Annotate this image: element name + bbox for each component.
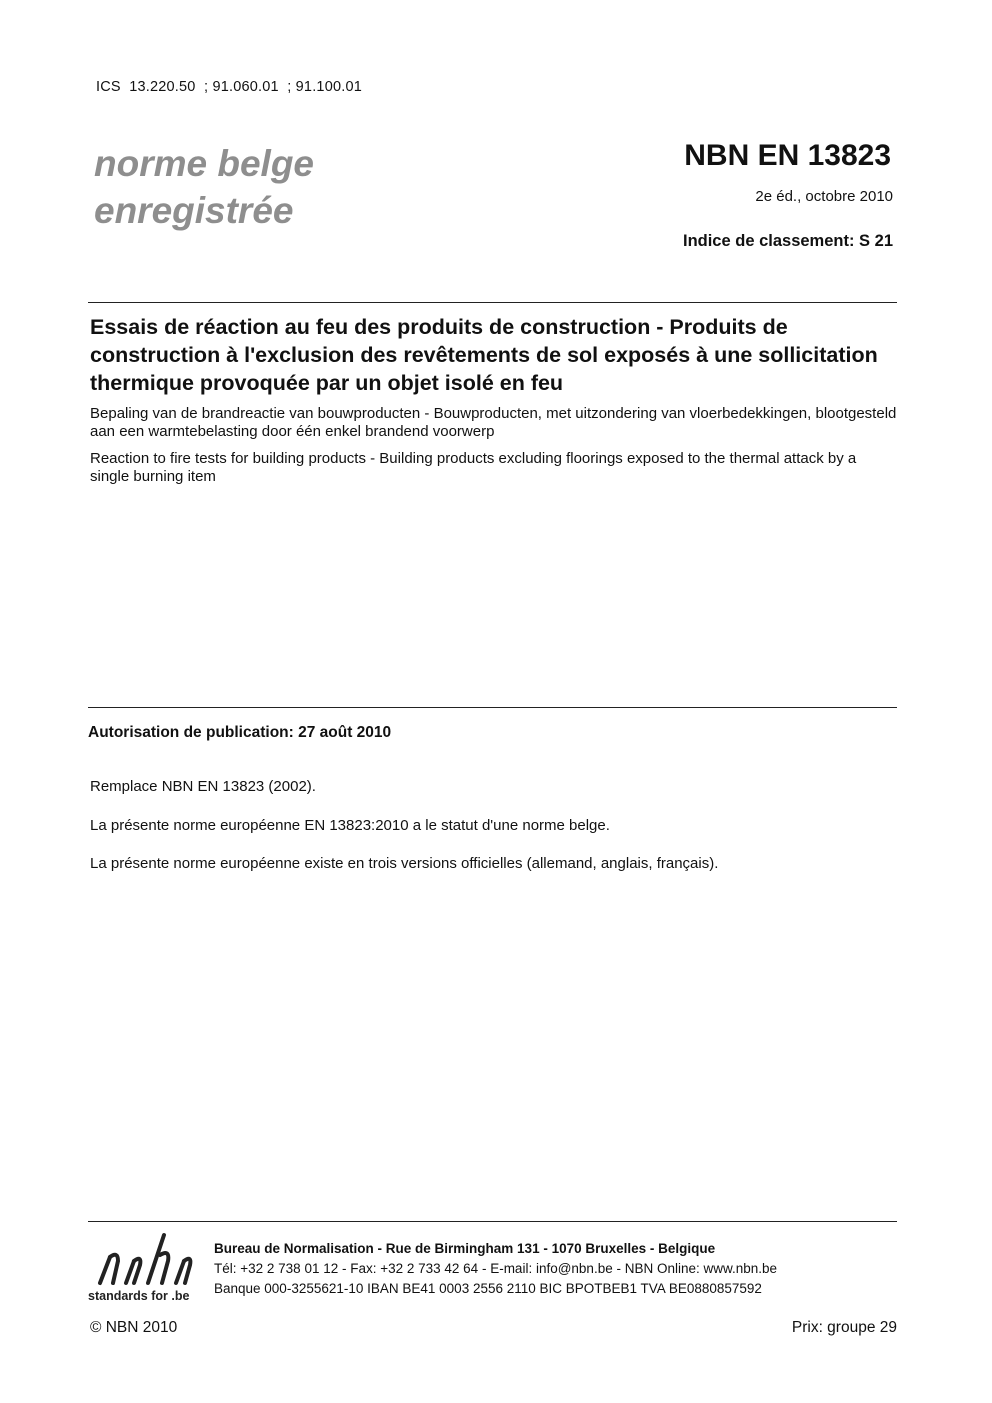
footer-address: Bureau de Normalisation - Rue de Birmingham 131 - 1070 Bruxelles - Belgique [214, 1241, 716, 1256]
classification-index: Indice de classement: S 21 [682, 232, 893, 250]
publication-authorisation: Autorisation de publication: 27 août 2010 [88, 724, 392, 741]
brand-line-1: norme belge [94, 143, 314, 184]
divider-footer [88, 1221, 897, 1222]
ics-codes: ICS 13.220.50 ; 91.060.01 ; 91.100.01 [96, 79, 362, 95]
title-english: Reaction to fire tests for building products - Building products excluding floorings exposed to the thermal attack by a single burning item [90, 450, 857, 485]
logo-tagline: standards for .be [88, 1289, 190, 1303]
title-french: Essais de réaction au feu des produits de construction - Produits de construction à l'exclusion des revêtements de sol exposés à une sollicitation thermique provoquée par un objet isolé en feu [90, 315, 878, 395]
note-status: La présente norme européenne EN 13823:2010 a le statut d'une norme belge. [90, 817, 610, 834]
nbn-logo [88, 1231, 200, 1306]
title-dutch: Bepaling van de brandreactie van bouwproducten - Bouwproducten, met uitzondering van vloerbedekkingen, blootgesteld aan een warmtebelasting door één enkel brandend voorwerp [90, 405, 897, 440]
nbn-logo-icon [88, 1231, 200, 1287]
price-group: Prix: groupe 29 [791, 1319, 897, 1336]
standard-number: NBN EN 13823 [684, 139, 891, 172]
divider-middle [88, 707, 897, 708]
divider-top [88, 302, 897, 303]
note-replaces: Remplace NBN EN 13823 (2002). [90, 778, 316, 795]
footer-contact: Tél: +32 2 738 01 12 - Fax: +32 2 733 42 64 - E-mail: info@nbn.be - NBN Online: www.nbn.be [214, 1261, 778, 1276]
edition-date: 2e éd., octobre 2010 [755, 188, 893, 205]
brand-line-2: enregistrée [94, 190, 294, 231]
footer-bank: Banque 000-3255621-10 IBAN BE41 0003 2556 2110 BIC BPOTBEB1 TVA BE0880857592 [214, 1281, 762, 1296]
copyright: © NBN 2010 [90, 1319, 178, 1336]
document-type-heading [94, 140, 314, 234]
note-versions: La présente norme européenne existe en trois versions officielles (allemand, anglais, français). [90, 855, 719, 872]
